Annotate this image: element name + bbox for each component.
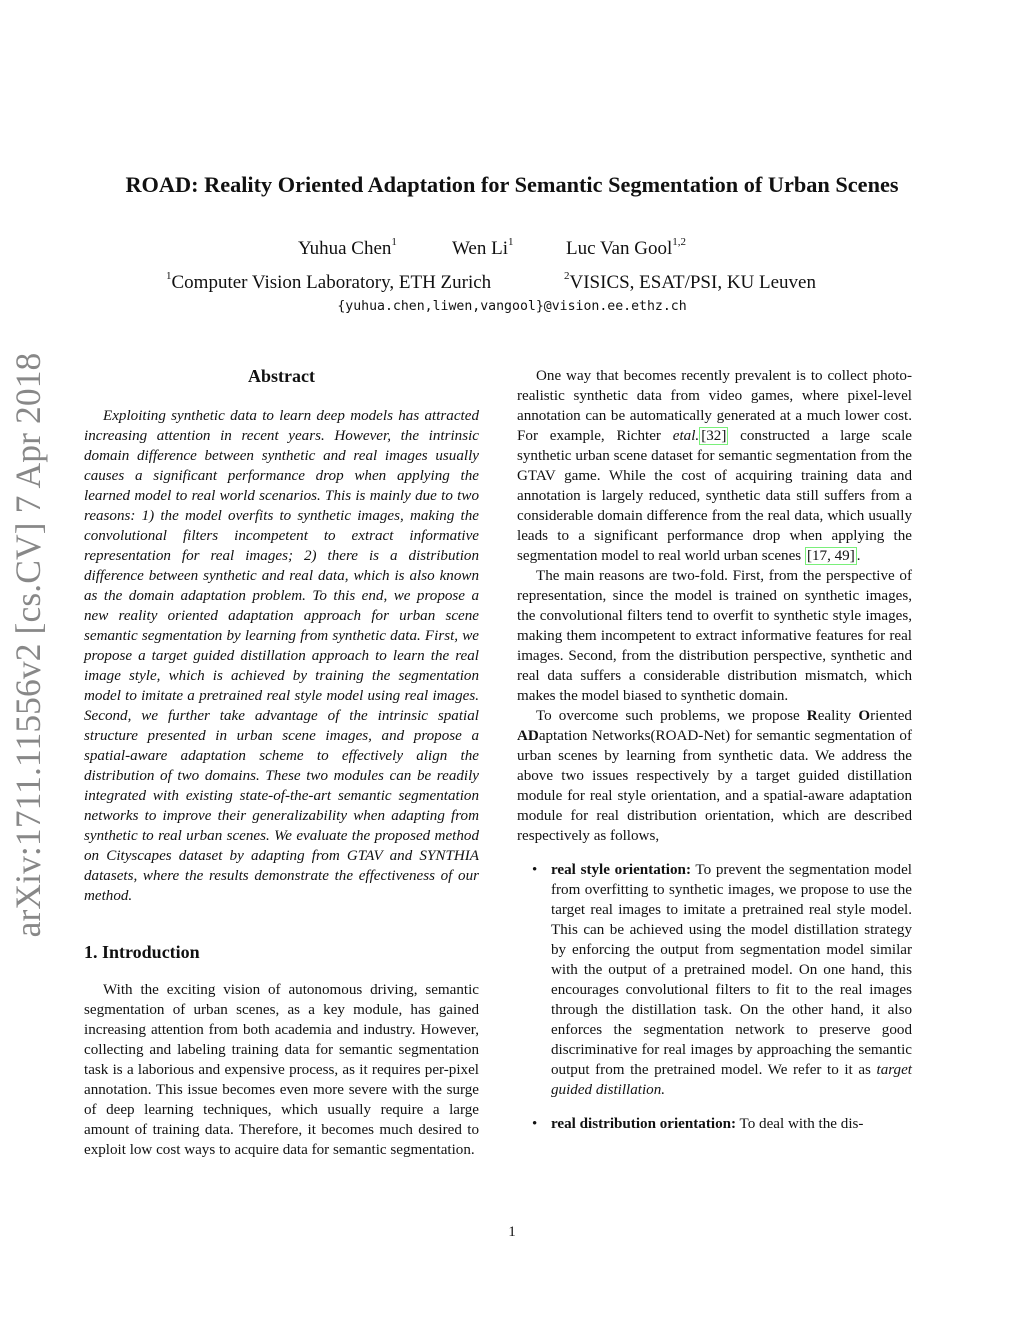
citation-link[interactable]: [32] xyxy=(701,428,727,444)
list-item: • real distribution orientation: To deal with the dis- xyxy=(532,1116,864,1132)
right-column xyxy=(517,366,912,1148)
affiliation-1: $^1$Computer Vision Laboratory, ETH Zurich xyxy=(166,270,492,293)
abstract-heading: Abstract xyxy=(248,366,315,386)
affiliation-2: $^2$VISICS, ESAT/PSI, KU Leuven xyxy=(564,270,816,293)
paragraph-synthetic-data: One way that becomes recently prevalent is to collect photo-realistic synthetic data from video games, where pixel-level annotation can be automatically generated at a much lower cost. For example, Richter etal. [32] constructed a large scale synthetic urban scene dataset for semantic segmentation from the GTAV game. While the cost of acquiring training data and annotation is largely reduced, synthetic data still suffers from a considerable domain difference from the real data, which usually leads to a significant performance drop when applying the segmentation model to real world urban scenes [17, 49] . xyxy=(517,368,912,564)
author-1: Yuhua Chen$^1$ xyxy=(298,236,397,259)
contribution-list xyxy=(517,860,912,1134)
introduction-heading: 1. Introduction xyxy=(84,942,200,962)
paragraph-two-reasons: The main reasons are two-fold. First, from the perspective of representation, since the model is trained on synthetic images, the convolutional filters tend to overfit to synthetic style images, making them incompetent to extract informative features for real images. Second, from the distribution perspective, synthetic and real data suffers a considerable distribution mismatch, which makes the model biased to synthetic domain. xyxy=(517,568,912,704)
introduction-paragraph: With the exciting vision of autonomous driving, semantic segmentation of urban scenes, as a key module, has gained increasing attention from both academia and industry. However, collecting and labeling training data for semantic segmentation task is a laborious and expensive process, as it requires per-pixel annotation. This issue becomes even more severe with the surge of deep learning techniques, which usually require a large amount of training data. Therefore, it becomes much desired to exploit low cost ways to acquire data for semantic segmentation. xyxy=(84,982,479,1158)
page-number: 1 xyxy=(508,1224,516,1240)
left-column xyxy=(84,366,479,1160)
abstract-text: Exploiting synthetic data to learn deep models has attracted increasing attention in recent years. However, the intrinsic domain difference between synthetic and real images usually causes a significant performance drop when applying the learned model to real world scenarios. This is mainly due to two reasons: 1) the model overfits to synthetic images, making the convolutional filters incompetent to extract informative representation for real images; 2) there is a distribution difference between synthetic and real data, which is also known as the domain adaptation problem. To this end, we propose a new reality oriented adaptation approach for urban scene semantic segmentation by learning from synthetic data. First, we propose a target guided distillation approach to learn the real image style, which is achieved by training the segmentation model to imitate a pretrained real style model using real images. Second, we further take advantage of the intrinsic spatial structure presented in urban scene images, and propose a spatial-aware adaptation scheme to effectively align the distribution of two domains. These two modules can be readily integrated with existing state-of-the-art semantic segmentation networks to improve their generalizability when adapting from synthetic to real urban scenes. We evaluate the proposed method on Cityscapes dataset by adapting from GTAV and SYNTHIA datasets, where the results demonstrate the effectiveness of our method. xyxy=(84,408,479,904)
author-2: Wen Li$^1$ xyxy=(452,236,514,259)
citation-link[interactable]: [17, 49] xyxy=(806,548,855,564)
author-3: Luc Van Gool$^{1,2}$ xyxy=(566,236,686,259)
bullet-icon: • xyxy=(532,1116,538,1132)
paragraph-road-net: To overcome such problems, we propose Reality Oriented ADaptation Networks(ROAD-Net) for semantic segmentation of urban scenes by learning from synthetic data. We address the above two issues respectively by a target guided distillation module for real style orientation, and a spatial-aware adaptation module for real distribution orientation, which are described respectively as follows, xyxy=(517,708,912,844)
arxiv-sidebar-id: arXiv:1711.11556v2 [cs.CV] 7 Apr 2018 xyxy=(8,352,48,938)
bullet-icon: • xyxy=(532,862,538,878)
author-list xyxy=(0,238,1024,268)
paper-title: ROAD: Reality Oriented Adaptation for Semantic Segmentation of Urban Scenes xyxy=(125,172,899,197)
author-emails: {yuhua.chen,liwen,vangool}@vision.ee.ethz.ch xyxy=(337,299,687,314)
list-item: • real style orientation: To prevent the segmentation model from overfitting to synthetic images, we propose to use the target real images to imitate a pretrained real style model. This can be achieved using the model distillation strategy by enforcing the output from segmentation model similar with the output of a pretrained model. On one hand, this encourages convolutional filters to fit to the real images through the distillation task. On the other hand, it also enforces the segmentation network to preserve good discriminative for real images by approaching the semantic output from the pretrained model. We refer to it as target guided distillation. xyxy=(532,862,912,1098)
